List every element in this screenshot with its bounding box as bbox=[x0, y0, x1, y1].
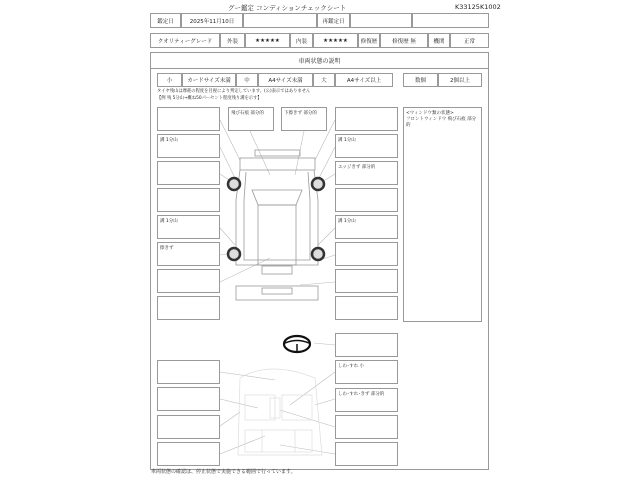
damage-note-box bbox=[157, 296, 220, 320]
note-tire: タイヤ残山は摩耗の程度を目視により判定しています。(公)表示ではありません bbox=[157, 89, 311, 94]
repair-label: 修復歴 bbox=[358, 33, 380, 48]
damage-note-box bbox=[335, 242, 398, 266]
size-small-desc: カードサイズ未満 bbox=[182, 73, 236, 87]
damage-note-box bbox=[335, 188, 398, 212]
damage-note-box bbox=[157, 442, 220, 466]
damage-note-box bbox=[335, 442, 398, 466]
damage-note-box bbox=[157, 387, 220, 411]
damage-note-box: エッジきず 部分的 bbox=[335, 161, 398, 185]
damage-note-box: しわ･すれ 小 bbox=[335, 360, 398, 384]
damage-note-box bbox=[335, 296, 398, 320]
damage-note-box: 溝 1分山 bbox=[335, 134, 398, 158]
damage-note-box bbox=[157, 161, 220, 185]
size-large: 大 bbox=[313, 73, 335, 87]
interior-stars: ★★★★★ bbox=[313, 33, 358, 48]
damage-note-box: 溝 1分山 bbox=[157, 134, 220, 158]
reappraisal-label: 再鑑定日 bbox=[317, 13, 350, 28]
sheet-title: グー鑑定 コンディションチェックシート bbox=[228, 4, 347, 12]
damage-note-box: 飛び石痕 部分的 bbox=[228, 107, 274, 131]
size-large-desc: A4サイズ以上 bbox=[335, 73, 393, 87]
steering-wheel-icon bbox=[284, 336, 310, 352]
section-title: 車両状態の説明 bbox=[150, 52, 489, 69]
damage-note-box: 下擦きず 部分的 bbox=[281, 107, 327, 131]
damage-note-box bbox=[157, 107, 220, 131]
size-medium: 中 bbox=[236, 73, 258, 87]
count-value: 2個以上 bbox=[438, 73, 482, 87]
size-medium-desc: A4サイズ未満 bbox=[258, 73, 313, 87]
appraisal-date: 2025年11月10日 bbox=[181, 13, 243, 28]
window-condition-box bbox=[403, 107, 482, 322]
damage-note-box: しわ･すれ･きず 部分的 bbox=[335, 388, 398, 412]
damage-note-box: 溝 1分山 bbox=[335, 215, 398, 239]
quality-label: クオリティーグレード bbox=[150, 33, 220, 48]
count-label: 数個 bbox=[403, 73, 438, 87]
note-example: 【例 残 5分山→概ね50パーセント程度残り溝を示す】 bbox=[157, 96, 262, 101]
damage-note-box bbox=[157, 188, 220, 212]
damage-note-box: 擦きず bbox=[157, 242, 220, 266]
appraisal-date-label: 鑑定日 bbox=[150, 13, 181, 28]
window-box-title: <ウィンドウ類の状態> bbox=[406, 111, 454, 116]
footer-note: 車両状態の確認は、停止状態で実施できる範囲で行っています。 bbox=[151, 469, 296, 475]
engine-value: 正常 bbox=[450, 33, 489, 48]
window-box-entry: フロントウィンドウ 飛び石痕 部分的 bbox=[406, 117, 477, 128]
engine-label: 機関 bbox=[428, 33, 450, 48]
damage-note-box bbox=[157, 415, 220, 439]
exterior-label: 外装 bbox=[220, 33, 245, 48]
exterior-stars: ★★★★★ bbox=[245, 33, 290, 48]
damage-note-box bbox=[335, 107, 398, 131]
size-small: 小 bbox=[157, 73, 182, 87]
damage-note-box bbox=[157, 360, 220, 384]
damage-note-box bbox=[335, 333, 398, 357]
interior-label: 内装 bbox=[290, 33, 313, 48]
repair-value: 修復歴 無 bbox=[380, 33, 428, 48]
damage-note-box bbox=[157, 269, 220, 293]
damage-note-box bbox=[335, 415, 398, 439]
sheet-id: K33125K1002 bbox=[455, 3, 501, 11]
damage-note-box bbox=[335, 269, 398, 293]
damage-note-box: 溝 1分山 bbox=[157, 215, 220, 239]
